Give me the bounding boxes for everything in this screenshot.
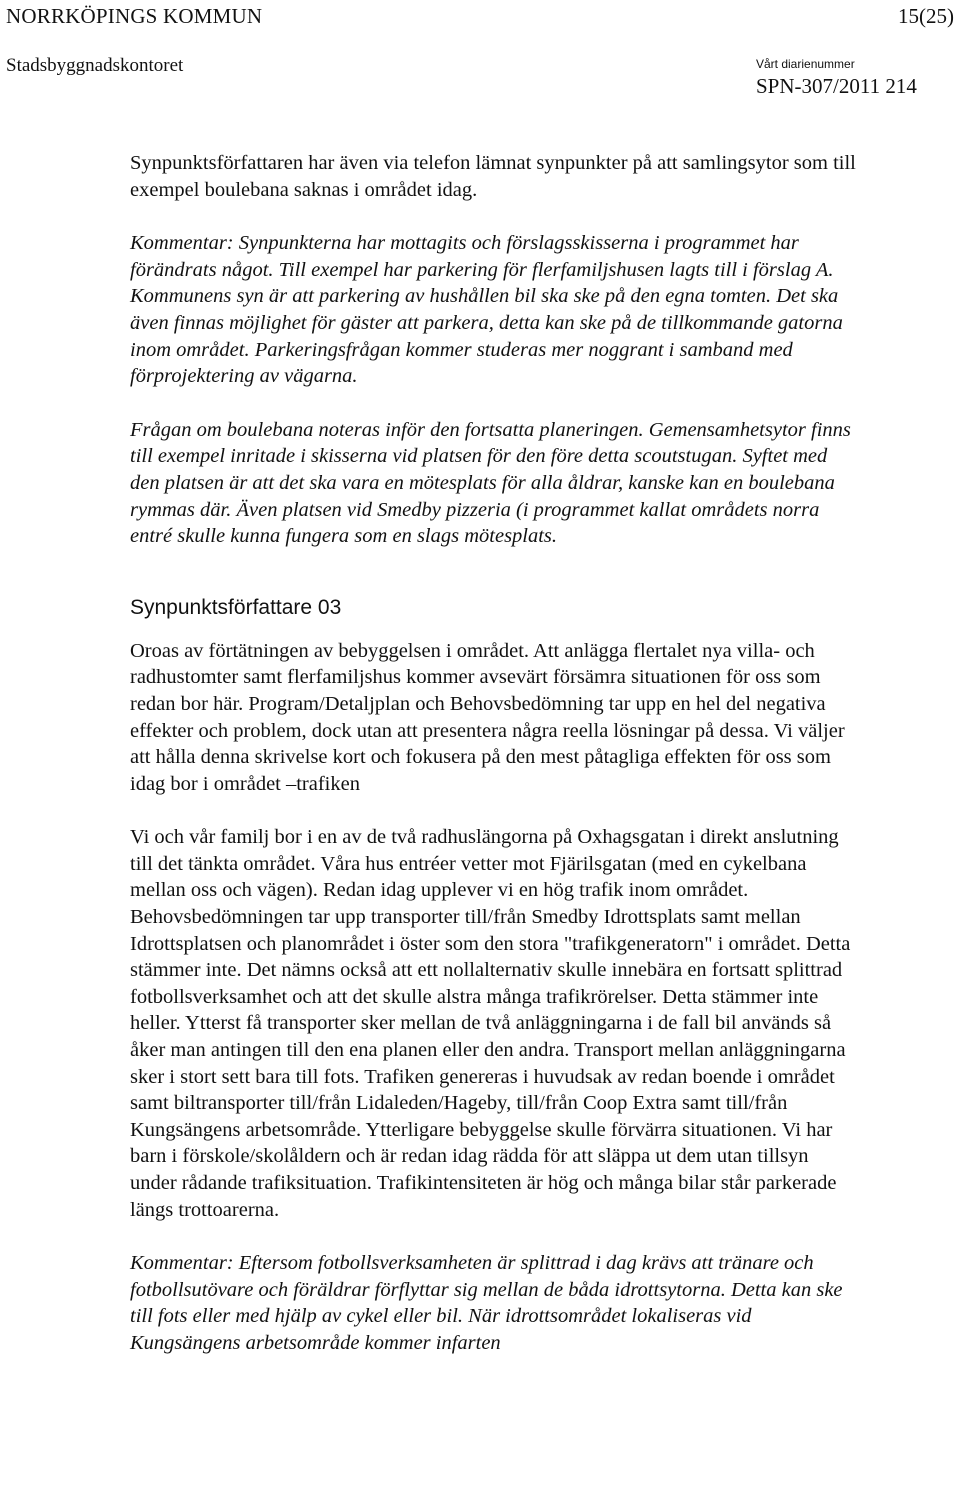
document-body xyxy=(130,150,860,1357)
diarie-number: SPN-307/2011 214 xyxy=(756,74,917,98)
page-number: 15(25) xyxy=(898,4,954,28)
diarie-label: Vårt diarienummer xyxy=(756,57,855,71)
comment-boulebana: Frågan om boulebana noteras inför den fortsatta planeringen. Gemensamhetsytor finns till exempel inritade i skisserna vid platsen för den före detta scoutstugan. Syftet med den platsen är att det ska vara en mötesplats för alla åldrar, kanske kan en boulebana rymmas där. Även platsen vid Smedby pizzeria (i programmet kallat områdets norra entré skulle kunna fungera som en slags mötesplats. xyxy=(130,418,851,548)
office-name: Stadsbyggnadskontoret xyxy=(6,55,184,76)
comment-fotboll: Kommentar: Eftersom fotbollsverksamheten är splittrad i dag krävs att tränare och fotbollsutövare och föräldrar förflyttar sig mellan de båda idrottsytorna. Detta kan ske till fots eller med hjälp av cykel eller bil. När idrottsområdet lokaliseras vid Kungsängens arbetsområde kommer infarten xyxy=(130,1252,843,1354)
paragraph-fortatning: Oroas av förtätningen av bebyggelsen i området. Att anlägga flertalet nya villa- och radhustomter samt flerfamiljshus kommer avsevärt försämra situationen för oss som redan bor här. Program/Detaljplan och Behovsbedömning tar upp en hel del negativa effekter och problem, dock utan att presentera några reella lösningar på dessa. Vi väljer att hålla denna skrivelse kort och fokusera på den mest påtagliga effekten för oss som idag bor i området –trafiken xyxy=(130,639,845,795)
paragraph-telefon-synpunkter: Synpunktsförfattaren har även via telefon lämnat synpunkter på att samlingsytor som till exempel boulebana saknas i området idag. xyxy=(130,152,856,201)
section-heading: Synpunktsförfattare 03 xyxy=(130,595,342,619)
organization-name: NORRKÖPINGS KOMMUN xyxy=(6,4,263,28)
comment-parkering: Kommentar: Synpunkterna har mottagits och förslagsskisserna i programmet har förändrats något. Till exempel har parkering för flerfamiljshusen lagts till i förslag A. Kommunens syn är att parkering av hushållen bil ska ske på den egna tomten. Det ska även finnas möjlighet för gäster att parkera, detta kan ske på de tillkommande gatorna inom området. Parkeringsfrågan kommer studeras mer noggrant i samband med förprojektering av vägarna. xyxy=(130,232,843,388)
paragraph-trafik: Vi och vår familj bor i en av de två radhuslängorna på Oxhagsgatan i direkt anslutning till det tänkta området. Våra hus entréer vetter mot Fjärilsgatan (med en cykelbana mellan oss och vägen). Redan idag upplever vi en hög trafik inom området. Behovsbedömningen tar upp transporter till/från Smedby Idrottsplats samt mellan Idrottsplatsen och planområdet i öster som den stora "trafikgeneratorn" i området. Detta stämmer inte. Det nämns också att ett nollalternativ skulle innebära en fortsatt splittrad fotbollsverksamhet och att det skulle alstra många trafikrörelser. Detta stämmer inte heller. Ytterst få transporter sker mellan de två anläggningarna i de fall bil används så åker man antingen till den ena planen eller den andra. Transport mellan anläggningarna sker i stort sett bara till fots. Trafiken genereras i huvudsak av redan boende i området samt biltransporter till/från Lidaleden/Hageby, till/från Coop Extra samt till/från Kungsängens arbetsområde. Ytterligare bebyggelse skulle förvärra situationen. Vi har barn i förskole/skolåldern och är redan idag rädda för att släppa ut dem utan tillsyn under rådande trafiksituation. Trafikintensiteten är hög och många bilar står parkerade längs trottoarerna. xyxy=(130,826,851,1221)
